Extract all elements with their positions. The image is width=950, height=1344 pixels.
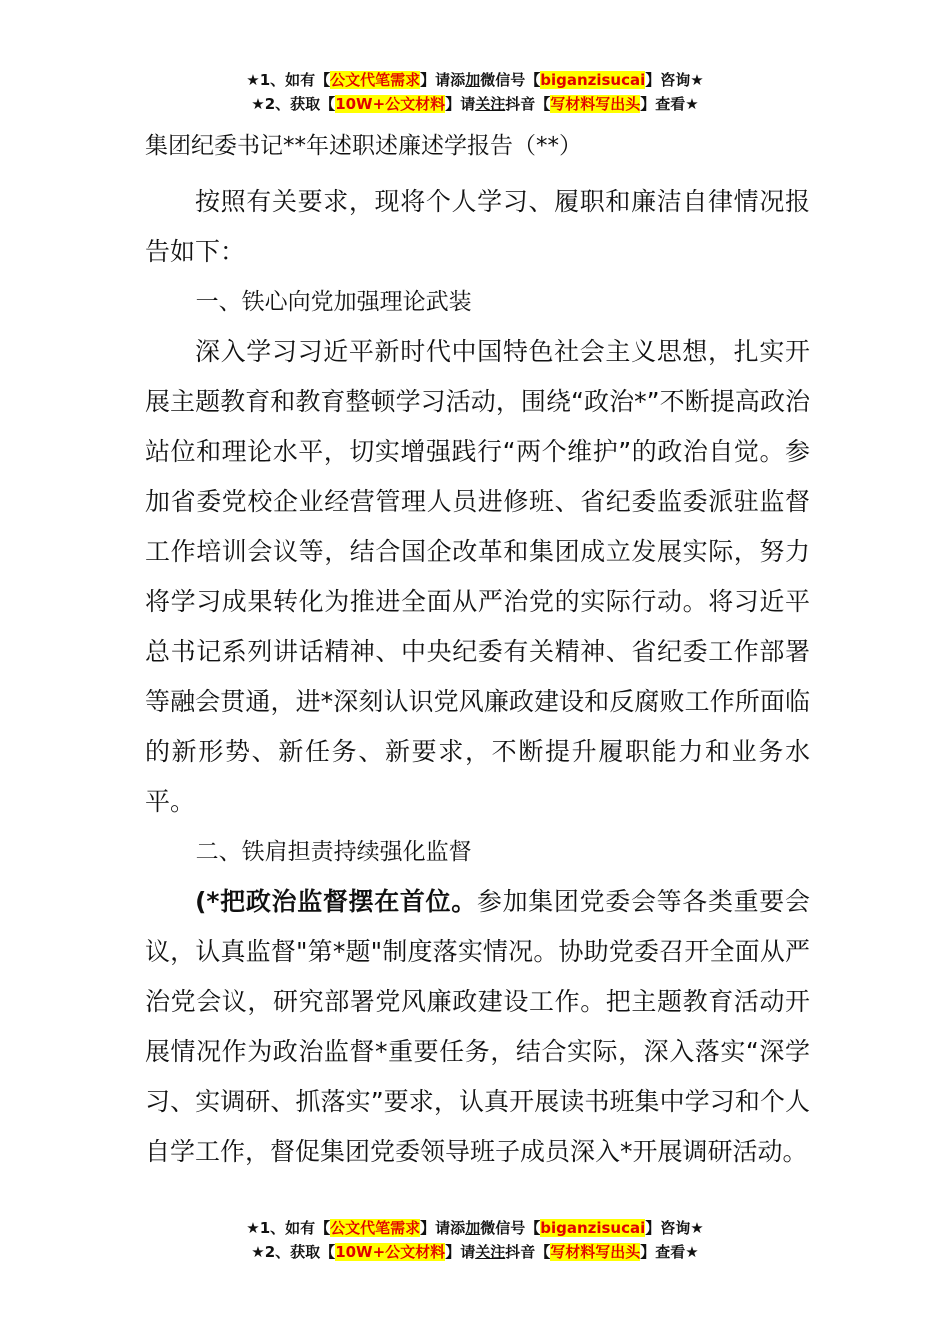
promo-text: 】查看★ bbox=[640, 95, 699, 113]
promo-text: 】请 bbox=[445, 1243, 476, 1261]
document-title: 集团纪委书记**年述职述廉述学报告（**） bbox=[145, 133, 582, 159]
promo-text: ★1、如有【 bbox=[246, 71, 331, 89]
section-2-heading: 二、铁肩担责持续强化监督 bbox=[195, 839, 472, 865]
promo-banner-top bbox=[0, 68, 950, 116]
promo-highlight-wechat-id: biganzisucai bbox=[540, 71, 646, 89]
promo-underlined-text: 加 bbox=[465, 71, 481, 89]
promo-highlight-wechat-id: biganzisucai bbox=[540, 1219, 646, 1237]
intro-paragraph: 按照有关要求，现将个人学习、履职和廉洁自律情况报告如下： bbox=[145, 187, 810, 266]
promo-highlight-douyin-account: 写材料写出头 bbox=[550, 95, 641, 113]
section-2-body-text: 参加集团党委会等各类重要会议，认真监督"第*题"制度落实情况。协助党委召开全面从严治党会议，研究部署党风廉政建设工作。把主题教育活动开展情况作为政治监督*重要任务，结合实际，深入落实“深学习、实调研、抓落实”要求，认真开展读书班集中学习和个人自学工作，督促集团党委领导班子成员深入*开展调研活动。 bbox=[145, 887, 810, 1166]
section-1-heading: 一、铁心向党加强理论武装 bbox=[195, 289, 472, 315]
promo-text: ★2、获取【 bbox=[251, 1243, 336, 1261]
promo-line-1 bbox=[0, 1216, 950, 1240]
section-2-paragraph bbox=[145, 877, 810, 1177]
promo-highlight-service: 公文代笔需求 bbox=[330, 1219, 421, 1237]
promo-text: 】请添 bbox=[420, 1219, 466, 1237]
document-body bbox=[145, 129, 810, 1177]
promo-text: 微信号【 bbox=[480, 1219, 541, 1237]
promo-highlight-douyin-account: 写材料写出头 bbox=[550, 1243, 641, 1261]
promo-text: 】请 bbox=[445, 95, 476, 113]
promo-text: 】查看★ bbox=[640, 1243, 699, 1261]
promo-highlight-service: 公文代笔需求 bbox=[330, 71, 421, 89]
promo-line-1 bbox=[0, 68, 950, 92]
promo-text: 微信号【 bbox=[480, 71, 541, 89]
promo-banner-bottom bbox=[0, 1216, 950, 1264]
promo-highlight-materials: 10W+公文材料 bbox=[335, 95, 446, 113]
promo-text: ★2、获取【 bbox=[251, 95, 336, 113]
promo-underlined-text: 关注 bbox=[475, 95, 506, 113]
promo-text: 】咨询★ bbox=[645, 1219, 704, 1237]
promo-underlined-text: 关注 bbox=[475, 1243, 506, 1261]
section-1-paragraph: 深入学习习近平新时代中国特色社会主义思想，扎实开展主题教育和教育整顿学习活动，围绕“政治*”不断提高政治站位和理论水平，切实增强践行“两个维护”的政治自觉。参加省委党校企业经营管理人员进修班、省纪委监委派驻监督工作培训会议等，结合国企改革和集团成立发展实际，努力将学习成果转化为推进全面从严治党的实际行动。将习近平总书记系列讲话精神、中央纪委有关精神、省纪委工作部署等融会贯通，进*深刻认识党风廉政建设和反腐败工作所面临的新形势、新任务、新要求，不断提升履职能力和业务水平。 bbox=[145, 337, 810, 816]
promo-text: 抖音【 bbox=[505, 95, 551, 113]
promo-text: 】请添 bbox=[420, 71, 466, 89]
promo-line-2 bbox=[0, 1240, 950, 1264]
promo-text: 】咨询★ bbox=[645, 71, 704, 89]
promo-line-2 bbox=[0, 92, 950, 116]
section-2-lead-sentence: (*把政治监督摆在首位。 bbox=[195, 887, 477, 916]
promo-text: 抖音【 bbox=[505, 1243, 551, 1261]
promo-text: ★1、如有【 bbox=[246, 1219, 331, 1237]
promo-underlined-text: 加 bbox=[465, 1219, 481, 1237]
promo-highlight-materials: 10W+公文材料 bbox=[335, 1243, 446, 1261]
